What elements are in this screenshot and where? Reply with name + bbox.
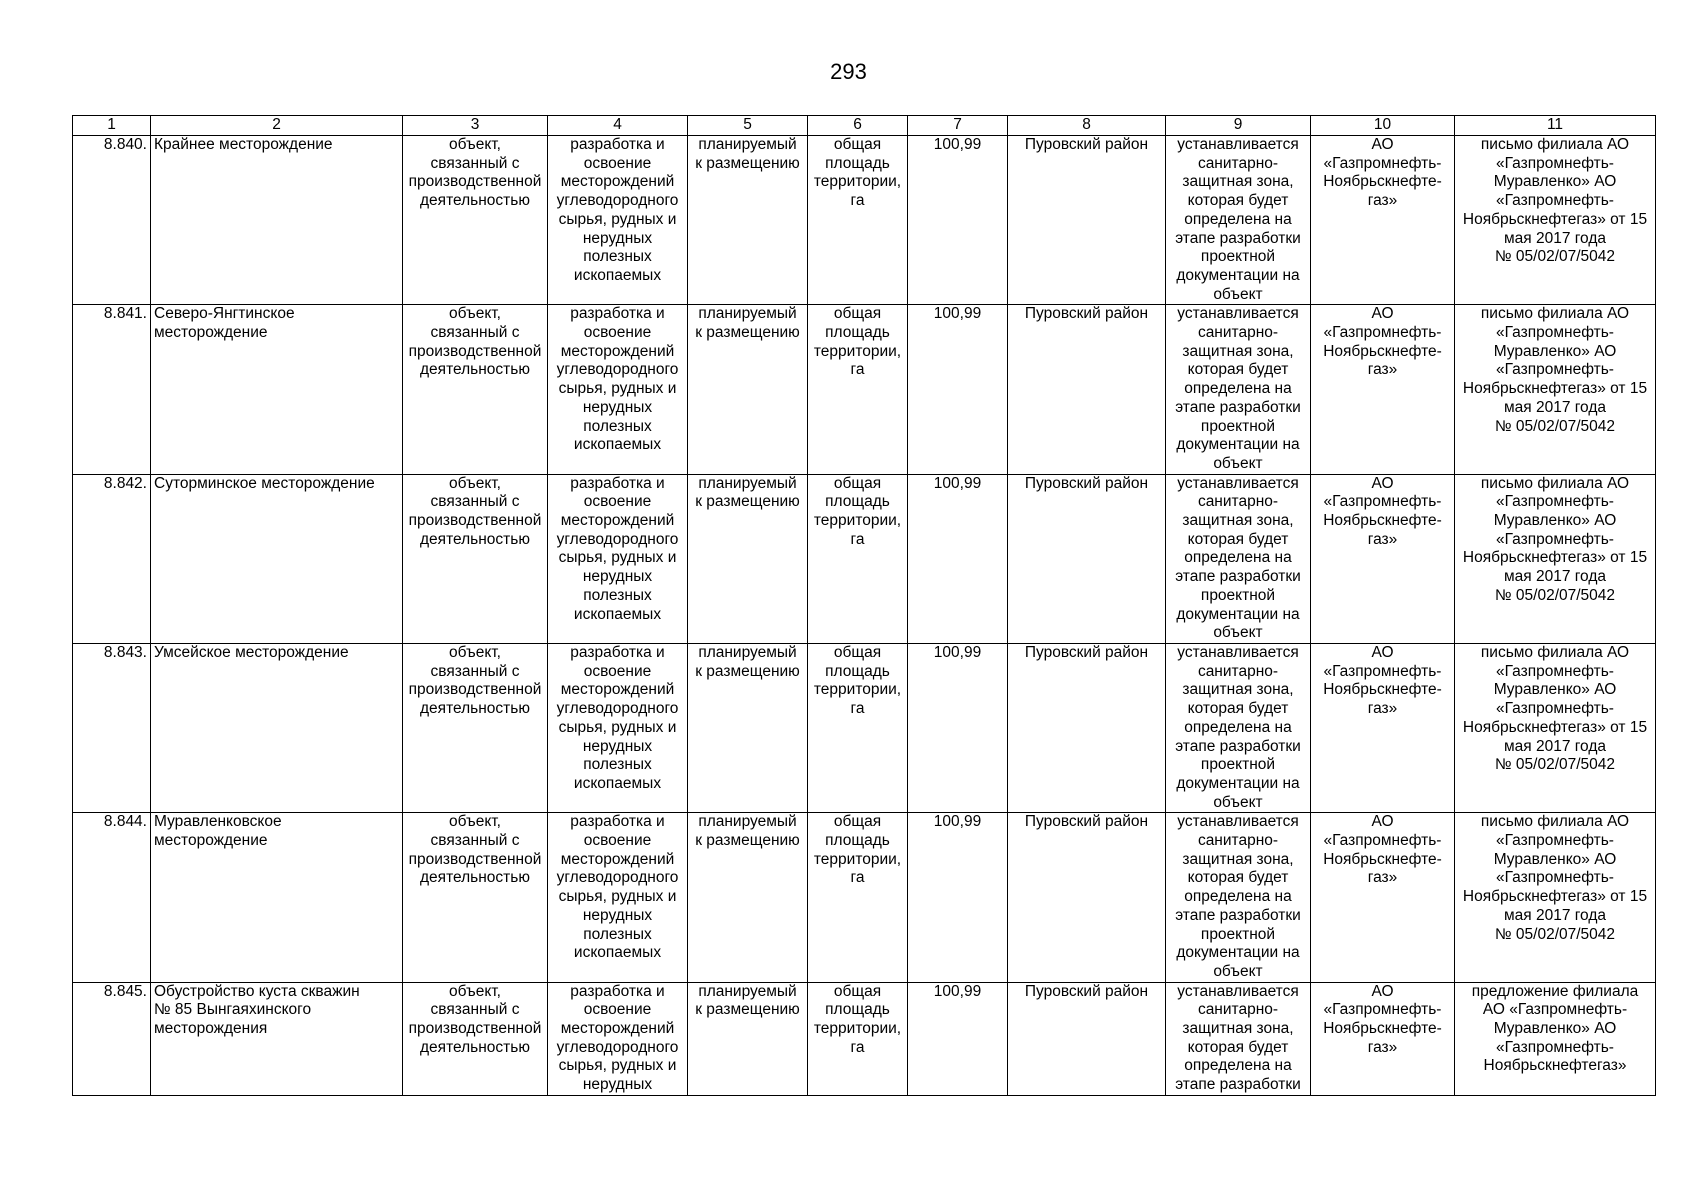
object-type: объект, связанный с производственной деятельностью — [408, 136, 542, 210]
row-number: 8.841. — [103, 305, 147, 323]
object-name: Крайнее месторождение — [154, 136, 333, 153]
column-header: 11 — [1455, 116, 1656, 136]
table-row — [73, 474, 1656, 643]
location: Пуровский район — [1024, 136, 1149, 153]
table-row — [73, 305, 1656, 474]
organization: АО «Газпромнефть- Ноябрьскнефте- газ» — [1323, 813, 1442, 887]
row-number: 8.844. — [103, 813, 147, 831]
location: Пуровский район — [1024, 474, 1149, 492]
organization: АО «Газпромнефть- Ноябрьскнефте- газ» — [1323, 136, 1442, 210]
column-header: 4 — [548, 116, 688, 136]
column-header: 7 — [908, 116, 1008, 136]
object-name: Умсейское месторождение — [154, 643, 349, 661]
basis-document: предложение филиала АО «Газпромнефть- Муравленко» АО «Газпромнефть- Ноябрьскнефтегаз» — [1471, 982, 1639, 1075]
organization: АО «Газпромнефть- Ноябрьскнефте- газ» — [1323, 474, 1442, 548]
table-row — [73, 982, 1656, 1095]
object-status: планируемый к размещению — [695, 813, 800, 850]
object-status: планируемый к размещению — [695, 643, 800, 680]
column-header: 8 — [1008, 116, 1166, 136]
object-name: Северо-Янгтинское месторождение — [154, 305, 295, 342]
characteristic-value: 100,99 — [933, 643, 982, 661]
table-row — [73, 813, 1656, 982]
table-row — [73, 643, 1656, 812]
object-name: Муравленковское месторождение — [154, 813, 282, 850]
object-type: объект, связанный с производственной деятельностью — [408, 305, 542, 379]
column-number-row — [73, 116, 1656, 136]
row-number: 8.843. — [103, 643, 147, 661]
registry-table — [72, 115, 1656, 1096]
basis-document: письмо филиала АО «Газпромнефть- Муравленко» АО «Газпромнефть- Ноябрьскнефтегаз» от 15 мая 2017 года № 05/02/07/5042 — [1462, 136, 1648, 266]
characteristic-name: общая площадь территории, га — [813, 305, 902, 379]
characteristic-value: 100,99 — [933, 813, 982, 831]
object-purpose: разработка и освоение месторождений углеводородного сырья, рудных и нерудных полезных ископаемых — [556, 305, 679, 454]
restricted-zone: устанавливается санитарно- защитная зона, которая будет определена на этапе разработки — [1175, 982, 1301, 1094]
characteristic-name: общая площадь территории, га — [813, 813, 902, 887]
object-type: объект, связанный с производственной деятельностью — [408, 643, 542, 718]
organization: АО «Газпромнефть- Ноябрьскнефте- газ» — [1323, 305, 1442, 379]
location: Пуровский район — [1024, 813, 1149, 831]
restricted-zone: устанавливается санитарно- защитная зона, которая будет определена на этапе разработки проектной документации на объект — [1175, 136, 1301, 303]
object-status: планируемый к размещению — [695, 136, 800, 172]
column-header: 3 — [403, 116, 548, 136]
object-name: Суторминское месторождение — [154, 474, 375, 492]
object-purpose: разработка и освоение месторождений углеводородного сырья, рудных и нерудных полезных ископаемых — [556, 813, 679, 962]
restricted-zone: устанавливается санитарно- защитная зона, которая будет определена на этапе разработки проектной документации на объект — [1175, 813, 1301, 980]
object-type: объект, связанный с производственной деятельностью — [408, 813, 542, 887]
characteristic-name: общая площадь территории, га — [813, 474, 902, 548]
location: Пуровский район — [1024, 982, 1149, 1000]
basis-document: письмо филиала АО «Газпромнефть- Муравленко» АО «Газпромнефть- Ноябрьскнефтегаз» от 15 мая 2017 года № 05/02/07/5042 — [1462, 813, 1648, 943]
characteristic-name: общая площадь территории, га — [813, 643, 902, 718]
object-type: объект, связанный с производственной деятельностью — [408, 982, 542, 1056]
object-name: Обустройство куста скважин № 85 Вынгаяхинского месторождения — [154, 982, 360, 1038]
characteristic-value: 100,99 — [933, 305, 982, 323]
basis-document: письмо филиала АО «Газпромнефть- Муравленко» АО «Газпромнефть- Ноябрьскнефтегаз» от 15 мая 2017 года № 05/02/07/5042 — [1462, 305, 1648, 435]
object-purpose: разработка и освоение месторождений углеводородного сырья, рудных и нерудных — [556, 982, 679, 1094]
column-header: 1 — [73, 116, 151, 136]
object-status: планируемый к размещению — [695, 982, 800, 1019]
restricted-zone: устанавливается санитарно- защитная зона, которая будет определена на этапе разработки проектной документации на объект — [1175, 474, 1301, 642]
column-header: 9 — [1166, 116, 1311, 136]
object-status: планируемый к размещению — [695, 474, 800, 511]
characteristic-value: 100,99 — [933, 982, 982, 1000]
column-header: 2 — [151, 116, 403, 136]
column-header: 5 — [688, 116, 808, 136]
characteristic-name: общая площадь территории, га — [813, 136, 902, 210]
column-header: 6 — [808, 116, 908, 136]
restricted-zone: устанавливается санитарно- защитная зона, которая будет определена на этапе разработки проектной документации на объект — [1175, 305, 1301, 472]
characteristic-name: общая площадь территории, га — [813, 982, 902, 1056]
row-number: 8.840. — [103, 136, 147, 153]
location: Пуровский район — [1024, 305, 1149, 323]
basis-document: письмо филиала АО «Газпромнефть- Муравленко» АО «Газпромнефть- Ноябрьскнефтегаз» от 15 мая 2017 года № 05/02/07/5042 — [1462, 474, 1648, 604]
characteristic-value: 100,99 — [933, 136, 982, 153]
table-row — [73, 136, 1656, 305]
characteristic-value: 100,99 — [933, 474, 982, 492]
basis-document: письмо филиала АО «Газпромнефть- Муравленко» АО «Газпромнефть- Ноябрьскнефтегаз» от 15 мая 2017 года № 05/02/07/5042 — [1462, 643, 1648, 774]
row-number: 8.842. — [103, 474, 147, 492]
object-type: объект, связанный с производственной деятельностью — [408, 474, 542, 548]
column-header: 10 — [1311, 116, 1455, 136]
restricted-zone: устанавливается санитарно- защитная зона, которая будет определена на этапе разработки проектной документации на объект — [1175, 643, 1301, 811]
location: Пуровский район — [1024, 643, 1149, 661]
object-purpose: разработка и освоение месторождений углеводородного сырья, рудных и нерудных полезных ископаемых — [556, 136, 679, 284]
object-status: планируемый к размещению — [695, 305, 800, 342]
row-number: 8.845. — [103, 982, 147, 1000]
organization: АО «Газпромнефть- Ноябрьскнефте- газ» — [1323, 982, 1442, 1056]
organization: АО «Газпромнефть- Ноябрьскнефте- газ» — [1323, 643, 1442, 718]
object-purpose: разработка и освоение месторождений углеводородного сырья, рудных и нерудных полезных ископаемых — [556, 643, 679, 792]
page-number: 293 — [830, 59, 867, 84]
object-purpose: разработка и освоение месторождений углеводородного сырья, рудных и нерудных полезных ископаемых — [556, 474, 679, 623]
